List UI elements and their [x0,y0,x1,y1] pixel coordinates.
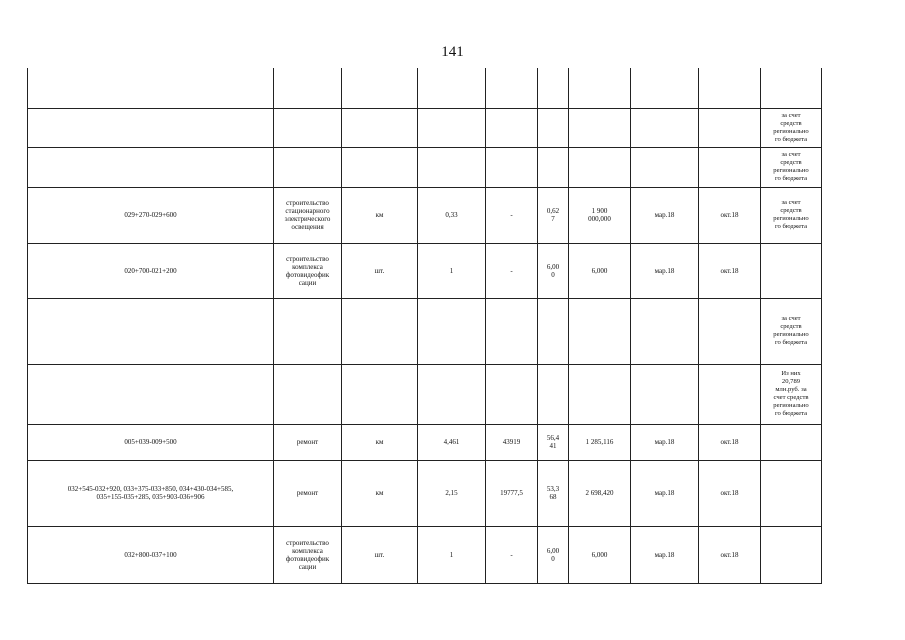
cell-unit [342,460,418,526]
cell-col6 [538,187,569,243]
cell-note [761,147,822,187]
cell-unit-text: шт. [374,266,385,275]
cell-col6-text: 53,3 68 [546,485,560,501]
cell-work-type [274,298,342,364]
cell-quantity [418,243,486,298]
cell-work-type [274,526,342,583]
cell-col5 [486,460,538,526]
cell-col5-text: 19777,5 [500,489,523,497]
cell-col5-text: - [510,266,513,275]
cell-amount [569,108,631,147]
cell-section [28,187,274,243]
cell-col6 [538,526,569,583]
cell-section [28,147,274,187]
cell-work-type [274,364,342,424]
cell-amount [569,68,631,108]
cell-note-text: за счет средств регионально го бюджета [773,151,809,182]
cell-col6-text: 6,00 0 [546,262,560,279]
cell-note [761,526,822,583]
cell-start-date [631,460,699,526]
cell-quantity [418,147,486,187]
cell-end-date-text: окт.18 [720,211,739,219]
cell-quantity [418,298,486,364]
table-row [28,298,822,364]
cell-start-date [631,364,699,424]
table-row [28,108,822,147]
cell-section [28,424,274,460]
table-row [28,147,822,187]
cell-col5 [486,108,538,147]
cell-amount [569,364,631,424]
cell-unit [342,108,418,147]
cell-end-date [699,298,761,364]
table-row [28,526,822,583]
cell-section [28,460,274,526]
table-row [28,460,822,526]
cell-quantity [418,364,486,424]
cell-amount-text: 6,000 [591,550,608,559]
cell-end-date [699,243,761,298]
cell-col5 [486,424,538,460]
cell-col5 [486,147,538,187]
cell-col5 [486,68,538,108]
cell-note [761,187,822,243]
cell-work-type [274,68,342,108]
cell-start-date-text: мар.18 [654,211,675,219]
cell-start-date [631,298,699,364]
cell-section [28,108,274,147]
cell-work-type [274,187,342,243]
cell-col5-text: - [510,211,513,219]
cell-start-date [631,243,699,298]
cell-work-type-text: строительство комплекса фотовидеофик сации [285,254,330,287]
cell-amount [569,243,631,298]
cell-unit [342,243,418,298]
cell-quantity-text: 1 [449,550,454,559]
cell-amount-text: 1 900 000,000 [588,207,611,223]
cell-col5 [486,364,538,424]
cell-col6-text: 0,62 7 [546,207,560,223]
table-row [28,68,822,108]
page-number: 141 [441,44,464,60]
cell-amount-text: 2 698,420 [585,489,614,497]
cell-end-date [699,364,761,424]
cell-start-date [631,147,699,187]
cell-col5 [486,187,538,243]
cell-unit-text: км [375,211,384,219]
cell-col6-text: 6,00 0 [546,546,560,563]
cell-unit [342,298,418,364]
cell-section-text: 032+545-032+920, 033+375-033+850, 034+430-034+585, 035+155-035+285, 035+903-036+906 [67,485,234,501]
cell-start-date-text: мар.18 [654,550,675,559]
cell-note [761,424,822,460]
cell-note-text: Из них 20,789 млн.руб. за счет средств регионально го бюджета [773,370,809,417]
cell-end-date [699,424,761,460]
cell-col6 [538,243,569,298]
cell-amount [569,147,631,187]
cell-note-text: за счет средств регионально го бюджета [773,315,809,346]
cell-amount-text: 1 285,116 [585,438,614,446]
cell-end-date [699,187,761,243]
cell-section-text: 032+800-037+100 [124,550,177,559]
table-row [28,424,822,460]
cell-quantity [418,460,486,526]
table-row [28,243,822,298]
cell-col6 [538,364,569,424]
cell-quantity [418,187,486,243]
cell-section [28,298,274,364]
cell-col6 [538,298,569,364]
cell-note [761,243,822,298]
cell-work-type-text: строительство комплекса фотовидеофик сации [285,538,330,571]
cell-col6 [538,147,569,187]
cell-unit-text: км [375,489,384,497]
cell-col5 [486,298,538,364]
cell-unit [342,424,418,460]
cell-amount [569,424,631,460]
cell-section-text: 020+700-021+200 [124,266,177,275]
cell-end-date [699,108,761,147]
cell-note [761,108,822,147]
cell-end-date-text: окт.18 [720,489,739,497]
cell-quantity-text: 0,33 [445,211,458,219]
cell-note [761,364,822,424]
cell-work-type [274,243,342,298]
cell-amount-text: 6,000 [591,266,608,275]
cell-start-date-text: мар.18 [654,489,675,497]
cell-unit [342,364,418,424]
cell-col5 [486,243,538,298]
cell-end-date [699,526,761,583]
cell-amount [569,526,631,583]
cell-section [28,243,274,298]
cell-quantity-text: 4,461 [443,438,460,446]
cell-end-date-text: окт.18 [720,550,739,559]
cell-amount [569,298,631,364]
cell-work-type-text: ремонт [296,438,319,446]
cell-col6 [538,460,569,526]
cell-note-text: за счет средств регионально го бюджета [773,111,809,143]
cell-section [28,526,274,583]
cell-work-type [274,460,342,526]
cell-end-date [699,147,761,187]
cell-col6-text: 56,4 41 [546,434,560,450]
cell-quantity-text: 2,15 [445,489,458,497]
cell-quantity [418,424,486,460]
cell-section-text: 029+270-029+600 [124,211,177,219]
cell-quantity [418,68,486,108]
cell-end-date-text: окт.18 [720,438,739,446]
cell-note [761,298,822,364]
table-row [28,364,822,424]
cell-unit [342,187,418,243]
cell-quantity-text: 1 [449,266,454,275]
cell-work-type-text: ремонт [296,489,319,497]
cell-col6 [538,108,569,147]
cell-end-date-text: окт.18 [720,266,739,275]
cell-end-date [699,68,761,108]
cell-quantity [418,526,486,583]
cell-quantity [418,108,486,147]
cell-amount [569,460,631,526]
cell-start-date-text: мар.18 [654,266,675,275]
cell-unit [342,68,418,108]
cell-start-date [631,424,699,460]
cell-start-date [631,526,699,583]
cell-note-text: за счет средств регионально го бюджета [773,199,809,230]
cell-col5-text: - [510,550,513,559]
cell-work-type-text: строительство стационарного электрического освещения [284,199,331,231]
cell-unit [342,147,418,187]
cell-note [761,460,822,526]
cell-start-date [631,108,699,147]
cell-col5-text: 43919 [502,438,521,446]
cell-section [28,364,274,424]
cell-col6 [538,424,569,460]
cell-section [28,68,274,108]
cell-start-date [631,187,699,243]
cell-note [761,68,822,108]
cell-col5 [486,526,538,583]
cell-section-text: 005+039-009+500 [124,438,177,446]
cell-work-type [274,108,342,147]
cell-start-date [631,68,699,108]
cell-unit [342,526,418,583]
table-row [28,187,822,243]
cell-unit-text: шт. [374,550,385,559]
cell-end-date [699,460,761,526]
cell-work-type [274,424,342,460]
cell-col6 [538,68,569,108]
cell-start-date-text: мар.18 [654,438,675,446]
works-table [27,68,822,584]
cell-amount [569,187,631,243]
cell-work-type [274,147,342,187]
cell-unit-text: км [375,438,384,446]
